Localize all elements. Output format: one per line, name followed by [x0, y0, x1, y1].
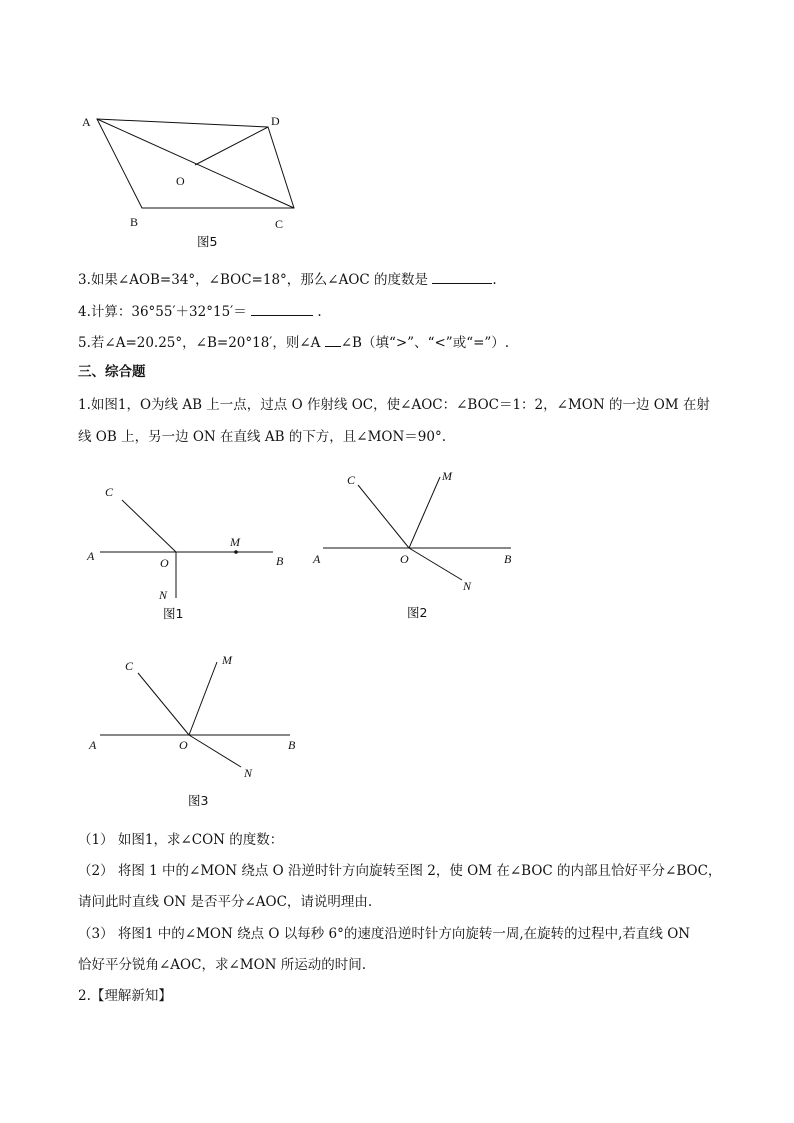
answer-blank-5[interactable]	[325, 333, 341, 347]
sub-question-1: （1） 如图1，求∠CON 的度数：	[78, 832, 284, 848]
sub-question-2-line-2: 请问此时直线 ON 是否平分∠AOC，请说明理由.	[78, 894, 373, 910]
ray-om	[189, 662, 217, 735]
figure-2	[305, 460, 525, 630]
question-4-end: .	[317, 304, 322, 320]
label-c: C	[347, 473, 356, 487]
label-o: O	[400, 552, 409, 566]
ray-oc	[138, 673, 189, 735]
question-5-text-before: 5.若∠A=20.25°，∠B=20°18′，则∠A	[78, 335, 321, 351]
ray-om	[409, 477, 440, 548]
label-m: M	[442, 469, 452, 483]
problem-1-line-2: 线 OB 上，另一边 ON 在直线 AB 的下方，且∠MON＝90°.	[78, 429, 447, 445]
question-4	[78, 302, 322, 321]
question-3	[78, 270, 497, 289]
label-n: N	[159, 588, 168, 602]
segment-od	[195, 127, 268, 165]
fig5-caption: 图5	[197, 234, 218, 249]
diagonal-ac	[97, 119, 294, 208]
ray-oc	[122, 500, 176, 552]
point-m	[234, 550, 238, 554]
label-o: O	[179, 738, 188, 752]
fig3-caption: 图3	[188, 793, 209, 808]
problem-1-line-1: 1.如图1，O为线 AB 上一点，过点 O 作射线 OC，使∠AOC：∠BOC＝1：2，∠MON 的一边 OM 在射	[78, 397, 710, 413]
figure-1	[85, 478, 300, 628]
label-b: B	[288, 738, 296, 752]
fig1-caption: 图1	[163, 606, 184, 621]
label-o: O	[160, 556, 169, 570]
sub-question-2-line-1: （2） 将图 1 中的∠MON 绕点 O 沿逆时针方向旋转至图 2，使 OM 在∠BOC 的内部且恰好平分∠BOC，	[78, 863, 722, 879]
label-a: A	[82, 115, 91, 129]
question-4-text: 4.计算：36°55′＋32°15′＝	[78, 304, 247, 320]
problem-2-heading: 2.【理解新知】	[78, 988, 172, 1004]
answer-blank-3[interactable]	[432, 270, 492, 284]
section-title: 三、综合题	[78, 364, 146, 380]
label-a: A	[87, 549, 95, 563]
label-n: N	[244, 766, 253, 780]
figure-3	[85, 645, 310, 815]
figure-5	[75, 105, 315, 255]
ray-on	[409, 548, 462, 580]
label-a: A	[313, 552, 321, 566]
label-c: C	[275, 217, 284, 231]
ray-on	[189, 735, 241, 767]
question-5-text-after: ∠B（填“>”、“<”或“=”）.	[340, 335, 510, 351]
question-3-end: .	[492, 272, 497, 288]
label-b: B	[504, 552, 512, 566]
label-o: O	[176, 174, 185, 188]
label-b: B	[276, 554, 284, 568]
label-d: D	[271, 114, 280, 128]
question-3-text: 3.如果∠AOB=34°，∠BOC=18°，那么∠AOC 的度数是	[78, 272, 429, 288]
sub-question-3-line-2: 恰好平分锐角∠AOC，求∠MON 所运动的时间.	[78, 957, 367, 973]
label-c: C	[125, 659, 134, 673]
question-5	[78, 333, 509, 352]
answer-blank-4[interactable]	[251, 302, 313, 316]
label-b: B	[130, 215, 139, 229]
label-c: C	[105, 485, 114, 499]
sub-question-3-line-1: （3） 将图1 中的∠MON 绕点 O 以每秒 6°的速度沿逆时针方向旋转一周,在旋转的过程中,若直线 ON	[78, 926, 691, 942]
label-n: N	[463, 579, 472, 593]
label-m: M	[230, 535, 240, 549]
ray-oc	[358, 485, 409, 548]
label-a: A	[89, 738, 97, 752]
fig2-caption: 图2	[407, 605, 428, 620]
label-m: M	[222, 653, 232, 667]
